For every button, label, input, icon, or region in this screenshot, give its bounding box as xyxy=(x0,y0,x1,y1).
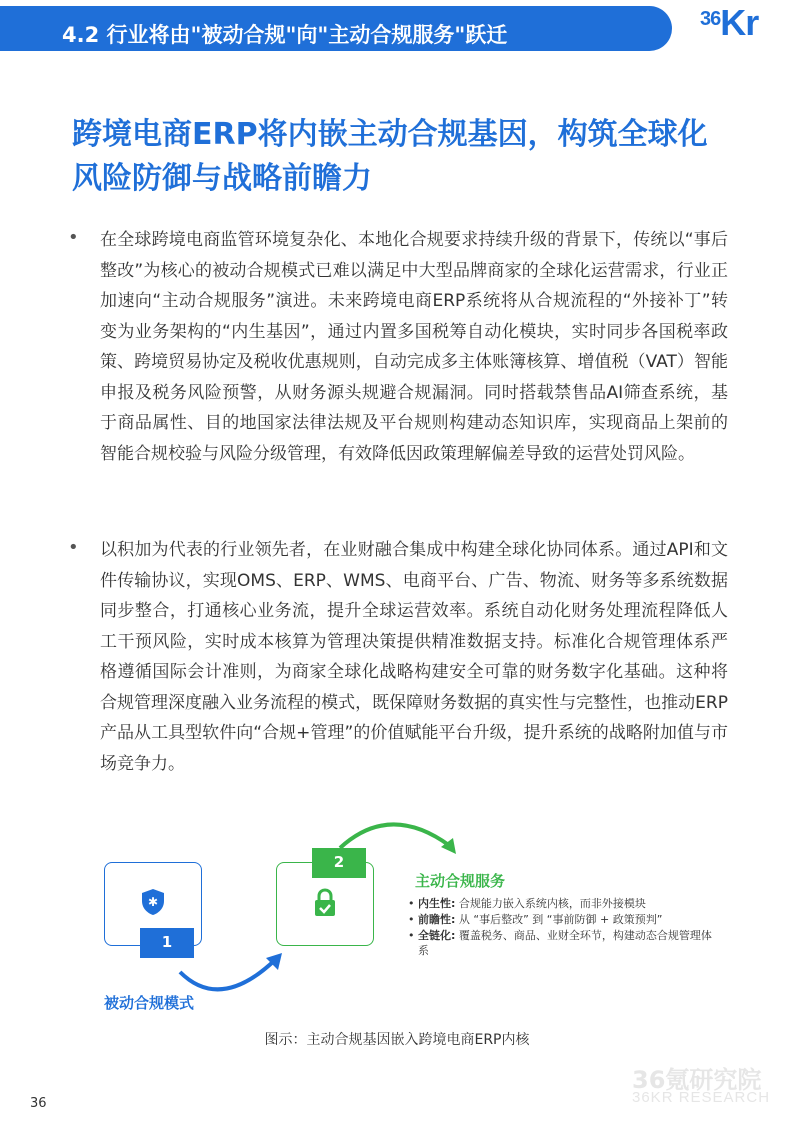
logo-number: 36 xyxy=(700,8,721,30)
arrow-to-step2 xyxy=(180,960,275,989)
page-number: 36 xyxy=(30,1096,47,1111)
section-title: 4.2 行业将由"被动合规"向"主动合规服务"跃迁 xyxy=(62,23,508,47)
arrow-to-active xyxy=(340,824,450,848)
step-1-tag: 1 xyxy=(140,928,194,958)
passive-label: 被动合规模式 xyxy=(104,994,195,1012)
paragraph-2: 以积加为代表的行业领先者，在业财融合集成中构建全球化协同体系。通过API和文件传输协议，实现OMS、ERP、WMS、电商平台、广告、物流、财务等多系统数据同步整合，打通核心业务流，提升全球运营效率。系统自动化财务处理流程降低人工干预风险，实时成本核算为管理决策提供精准数据支持。标准化合规管理体系严格遵循国际会计准则，为商家全球化战略构建安全可靠的财务数字化基础。这种将合规管理深度融入业务流程的模式，既保障财务数据的真实性与完整性，也推动ERP产品从工具型软件向“合规+管理”的价值赋能平台升级，提升系统的战略附加值与市场竞争力。 xyxy=(100,540,728,774)
lock-icon xyxy=(312,888,338,918)
feature-item: • 前瞻性: 从 “事后整改” 到 “事前防御 + 政策预判” xyxy=(408,913,663,926)
page-header xyxy=(0,0,794,56)
main-title: 跨境电商ERP将内嵌主动合规基因，构筑全球化风险防御与战略前瞻力 xyxy=(72,117,708,196)
shield-icon xyxy=(140,888,166,916)
section-title-bar xyxy=(0,6,672,51)
step-2-tag: 2 xyxy=(312,848,366,878)
logo-text: Kr xyxy=(720,2,759,43)
watermark-en: 36KR RESEARCH xyxy=(632,1089,771,1106)
compliance-diagram xyxy=(90,812,730,1022)
bullet-icon: • xyxy=(68,537,79,558)
svg-text:✱: ✱ xyxy=(147,895,159,909)
36kr-logo xyxy=(700,2,758,44)
paragraph-1: 在全球跨境电商监管环境复杂化、本地化合规要求持续升级的背景下，传统以“事后整改”为核心的被动合规模式已难以满足中大型品牌商家的全球化运营需求，行业正加速向“主动合规服务”演进。未来跨境电商ERP系统将从合规流程的“外接补丁”转变为业务架构的“内生基因”，通过内置多国税筹自动化模块，实时同步各国税率政策、跨境贸易协定及税收优惠规则，自动完成多主体账簿核算、增值税（VAT）智能申报及税务风险预警，从财务源头规避合规漏洞。同时搭载禁售品AI筛查系统，基于商品属性、目的地国家法律法规及平台规则构建动态知识库，实现商品上架前的智能合规校验与风险分级管理，有效降低因政策理解偏差导致的运营处罚风险。 xyxy=(100,230,728,464)
feature-item: • 内生性: 合规能力嵌入系统内核，而非外接模块 xyxy=(408,897,646,910)
figure-caption: 图示：主动合规基因嵌入跨境电商ERP内核 xyxy=(264,1032,530,1048)
active-label: 主动合规服务 xyxy=(415,872,506,890)
watermark: 36氪研究院 xyxy=(632,1066,762,1094)
bullet-icon: • xyxy=(68,227,79,248)
feature-item: • 全链化: 覆盖税务、商品、业财全环节，构建动态合规管理体系 xyxy=(408,929,712,957)
